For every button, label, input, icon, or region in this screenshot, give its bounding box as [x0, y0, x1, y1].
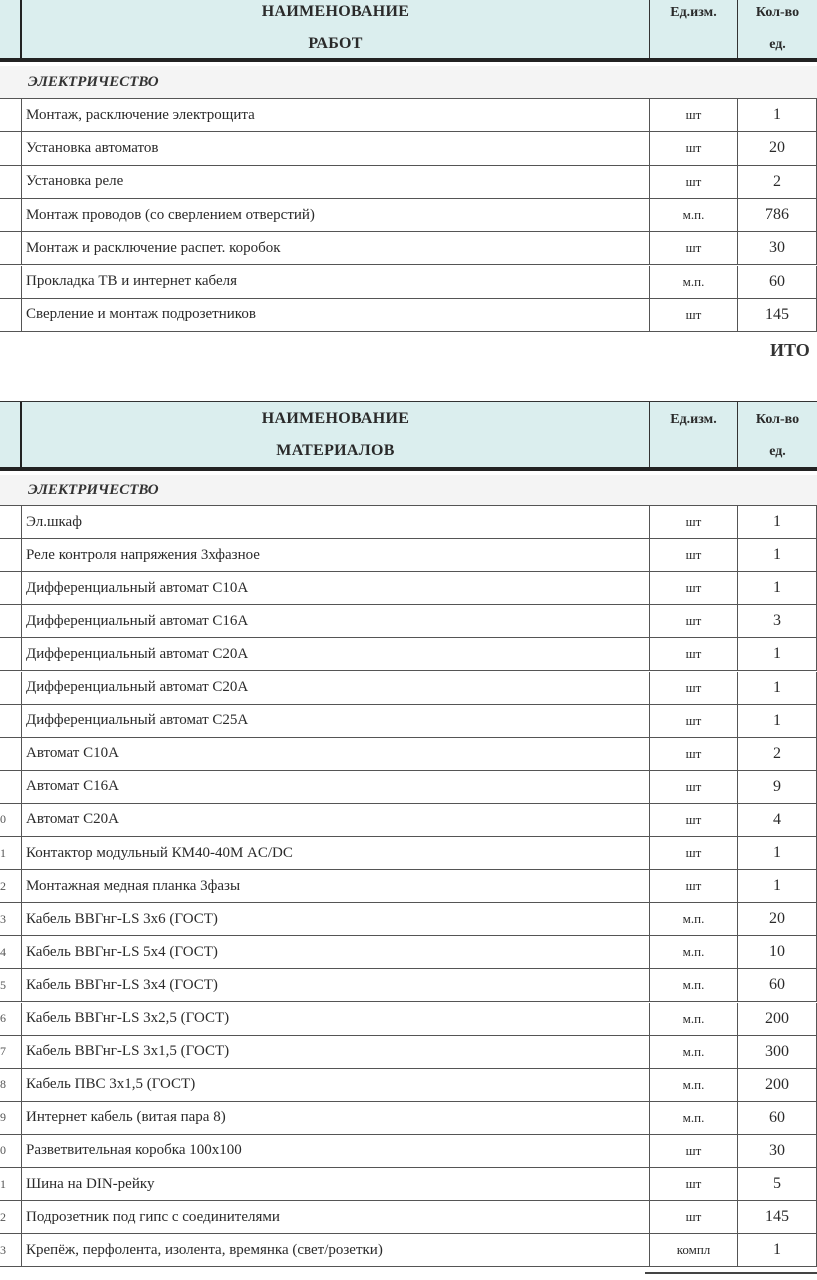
quantity-cell: 20: [738, 903, 817, 935]
header-qty-line1: Кол-во: [755, 5, 800, 20]
header-unit-label: Ед.изм.: [670, 5, 717, 20]
header-name-line1: НАИМЕНОВАНИЕ: [261, 410, 410, 427]
table-row: [0, 771, 817, 804]
row-number-cell: 3: [0, 903, 22, 935]
table-row: [0, 969, 817, 1002]
header-unit-cell: [650, 402, 738, 467]
item-name-cell: Дифференциальный автомат С10А: [22, 572, 650, 604]
table-row: [0, 705, 817, 738]
unit-cell: шт: [650, 804, 738, 836]
quantity-cell: 200: [738, 1069, 817, 1101]
row-number-cell: 0: [0, 1135, 22, 1167]
item-name-cell: Монтаж и расключение распет. коробок: [22, 232, 650, 264]
item-name-cell: Интернет кабель (витая пара 8): [22, 1102, 650, 1134]
total-label: ИТО: [770, 340, 810, 360]
table-row: [0, 266, 817, 299]
row-number-cell: 5: [0, 969, 22, 1001]
unit-cell: шт: [650, 299, 738, 331]
works-section-row: [0, 66, 817, 99]
header-name-cell: [22, 402, 650, 467]
bottom-border: [645, 1272, 817, 1274]
quantity-cell: 1: [738, 638, 817, 670]
materials-section-row: [0, 475, 817, 506]
quantity-cell: 1: [738, 1234, 817, 1266]
row-number-cell: [0, 539, 22, 571]
header-qty-line2: ед.: [769, 444, 786, 459]
item-name-cell: Сверление и монтаж подрозетников: [22, 299, 650, 331]
item-name-cell: Монтажная медная планка 3фазы: [22, 870, 650, 902]
header-qty-line2: ед.: [769, 37, 786, 52]
quantity-cell: 60: [738, 1102, 817, 1134]
row-number-cell: [0, 638, 22, 670]
quantity-cell: 60: [738, 266, 817, 298]
item-name-cell: Установка реле: [22, 166, 650, 198]
table-row: [0, 638, 817, 671]
quantity-cell: 9: [738, 771, 817, 803]
item-name-cell: Автомат С10А: [22, 738, 650, 770]
unit-cell: м.п.: [650, 903, 738, 935]
header-qty-line1: Кол-во: [755, 412, 800, 427]
item-name-cell: Кабель ВВГнг-LS 3х4 (ГОСТ): [22, 969, 650, 1001]
table-row: [0, 572, 817, 605]
item-name-cell: Дифференциальный автомат С20А: [22, 638, 650, 670]
item-name-cell: Крепёж, перфолента, изолента, времянка (свет/розетки): [22, 1234, 650, 1266]
row-number-cell: 2: [0, 870, 22, 902]
materials-table-header: [0, 401, 817, 471]
row-number-cell: [0, 672, 22, 704]
table-row: [0, 738, 817, 771]
table-row: [0, 1102, 817, 1135]
table-row: [0, 1135, 817, 1168]
table-row: [0, 299, 817, 332]
table-row: [0, 804, 817, 837]
item-name-cell: Кабель ВВГнг-LS 3х2,5 (ГОСТ): [22, 1003, 650, 1035]
row-number-cell: [0, 605, 22, 637]
table-row: [0, 837, 817, 870]
row-number-cell: [0, 506, 22, 538]
header-unit-cell: [650, 0, 738, 58]
quantity-cell: 300: [738, 1036, 817, 1068]
unit-cell: м.п.: [650, 1036, 738, 1068]
unit-cell: шт: [650, 232, 738, 264]
unit-cell: шт: [650, 539, 738, 571]
item-name-cell: Автомат С20А: [22, 804, 650, 836]
quantity-cell: 145: [738, 1201, 817, 1233]
table-row: [0, 1201, 817, 1234]
item-name-cell: Прокладка ТВ и интернет кабеля: [22, 266, 650, 298]
unit-cell: шт: [650, 572, 738, 604]
table-row: [0, 199, 817, 232]
row-number-cell: 2: [0, 1201, 22, 1233]
unit-cell: шт: [650, 506, 738, 538]
section-title: ЭЛЕКТРИЧЕСТВО: [28, 481, 159, 498]
item-name-cell: Шина на DIN-рейку: [22, 1168, 650, 1200]
unit-cell: шт: [650, 738, 738, 770]
table-row: [0, 1234, 817, 1267]
row-number-cell: [0, 232, 22, 264]
row-number-cell: [0, 572, 22, 604]
header-unit-label: Ед.изм.: [670, 412, 717, 427]
table-row: [0, 166, 817, 199]
unit-cell: шт: [650, 638, 738, 670]
unit-cell: м.п.: [650, 969, 738, 1001]
item-name-cell: Кабель ВВГнг-LS 3х6 (ГОСТ): [22, 903, 650, 935]
unit-cell: шт: [650, 99, 738, 131]
quantity-cell: 1: [738, 572, 817, 604]
table-row: [0, 936, 817, 969]
quantity-cell: 2: [738, 166, 817, 198]
works-table-header: [0, 0, 817, 62]
row-number-cell: 6: [0, 1003, 22, 1035]
item-name-cell: Кабель ВВГнг-LS 5х4 (ГОСТ): [22, 936, 650, 968]
table-row: [0, 605, 817, 638]
item-name-cell: Реле контроля напряжения 3хфазное: [22, 539, 650, 571]
row-number-cell: 1: [0, 1168, 22, 1200]
quantity-cell: 10: [738, 936, 817, 968]
row-number-cell: [0, 771, 22, 803]
quantity-cell: 1: [738, 539, 817, 571]
unit-cell: м.п.: [650, 266, 738, 298]
quantity-cell: 1: [738, 837, 817, 869]
header-number-cell: [0, 0, 22, 58]
row-number-cell: [0, 266, 22, 298]
quantity-cell: 1: [738, 99, 817, 131]
table-row: [0, 1168, 817, 1201]
quantity-cell: 3: [738, 605, 817, 637]
unit-cell: шт: [650, 132, 738, 164]
unit-cell: шт: [650, 705, 738, 737]
table-row: [0, 1003, 817, 1036]
row-number-cell: 1: [0, 837, 22, 869]
unit-cell: компл: [650, 1234, 738, 1266]
row-number-cell: [0, 299, 22, 331]
item-name-cell: Автомат С16А: [22, 771, 650, 803]
unit-cell: шт: [650, 870, 738, 902]
item-name-cell: Разветвительная коробка 100х100: [22, 1135, 650, 1167]
unit-cell: шт: [650, 771, 738, 803]
quantity-cell: 30: [738, 1135, 817, 1167]
quantity-cell: 145: [738, 299, 817, 331]
item-name-cell: Подрозетник под гипс с соединителями: [22, 1201, 650, 1233]
unit-cell: шт: [650, 1168, 738, 1200]
unit-cell: шт: [650, 605, 738, 637]
item-name-cell: Установка автоматов: [22, 132, 650, 164]
item-name-cell: Дифференциальный автомат С25А: [22, 705, 650, 737]
table-row: [0, 903, 817, 936]
quantity-cell: 1: [738, 870, 817, 902]
header-name-line1: НАИМЕНОВАНИЕ: [261, 3, 410, 20]
table-row: [0, 232, 817, 265]
unit-cell: м.п.: [650, 199, 738, 231]
quantity-cell: 30: [738, 232, 817, 264]
unit-cell: м.п.: [650, 936, 738, 968]
section-title: ЭЛЕКТРИЧЕСТВО: [28, 73, 159, 90]
item-name-cell: Контактор модульный КМ40-40М AC/DC: [22, 837, 650, 869]
unit-cell: шт: [650, 672, 738, 704]
row-number-cell: 7: [0, 1036, 22, 1068]
item-name-cell: Дифференциальный автомат С16А: [22, 605, 650, 637]
row-number-cell: 9: [0, 1102, 22, 1134]
unit-cell: шт: [650, 1135, 738, 1167]
unit-cell: м.п.: [650, 1102, 738, 1134]
unit-cell: м.п.: [650, 1003, 738, 1035]
item-name-cell: Эл.шкаф: [22, 506, 650, 538]
row-number-cell: [0, 738, 22, 770]
row-number-cell: [0, 166, 22, 198]
item-name-cell: Монтаж, расключение электрощита: [22, 99, 650, 131]
header-name-cell: [22, 0, 650, 58]
table-row: [0, 1069, 817, 1102]
row-number-cell: 0: [0, 804, 22, 836]
header-name-line2: РАБОТ: [308, 35, 363, 52]
item-name-cell: Кабель ПВС 3х1,5 (ГОСТ): [22, 1069, 650, 1101]
item-name-cell: Дифференциальный автомат С20А: [22, 672, 650, 704]
table-row: [0, 506, 817, 539]
quantity-cell: 2: [738, 738, 817, 770]
quantity-cell: 200: [738, 1003, 817, 1035]
quantity-cell: 1: [738, 506, 817, 538]
quantity-cell: 5: [738, 1168, 817, 1200]
row-number-cell: [0, 99, 22, 131]
unit-cell: шт: [650, 837, 738, 869]
quantity-cell: 20: [738, 132, 817, 164]
table-row: [0, 870, 817, 903]
row-number-cell: [0, 132, 22, 164]
quantity-cell: 60: [738, 969, 817, 1001]
row-number-cell: [0, 705, 22, 737]
table-row: [0, 1036, 817, 1069]
unit-cell: шт: [650, 1201, 738, 1233]
unit-cell: шт: [650, 166, 738, 198]
row-number-cell: 4: [0, 936, 22, 968]
row-number-cell: 8: [0, 1069, 22, 1101]
quantity-cell: 786: [738, 199, 817, 231]
table-row: [0, 672, 817, 705]
row-number-cell: [0, 199, 22, 231]
quantity-cell: 1: [738, 672, 817, 704]
header-qty-cell: [738, 402, 817, 467]
unit-cell: м.п.: [650, 1069, 738, 1101]
row-number-cell: 3: [0, 1234, 22, 1266]
quantity-cell: 4: [738, 804, 817, 836]
quantity-cell: 1: [738, 705, 817, 737]
header-name-line2: МАТЕРИАЛОВ: [276, 442, 395, 459]
item-name-cell: Монтаж проводов (со сверлением отверстий): [22, 199, 650, 231]
header-number-cell: [0, 402, 22, 467]
table-row: [0, 132, 817, 165]
table-row: [0, 99, 817, 132]
header-qty-cell: [738, 0, 817, 58]
item-name-cell: Кабель ВВГнг-LS 3х1,5 (ГОСТ): [22, 1036, 650, 1068]
table-row: [0, 539, 817, 572]
